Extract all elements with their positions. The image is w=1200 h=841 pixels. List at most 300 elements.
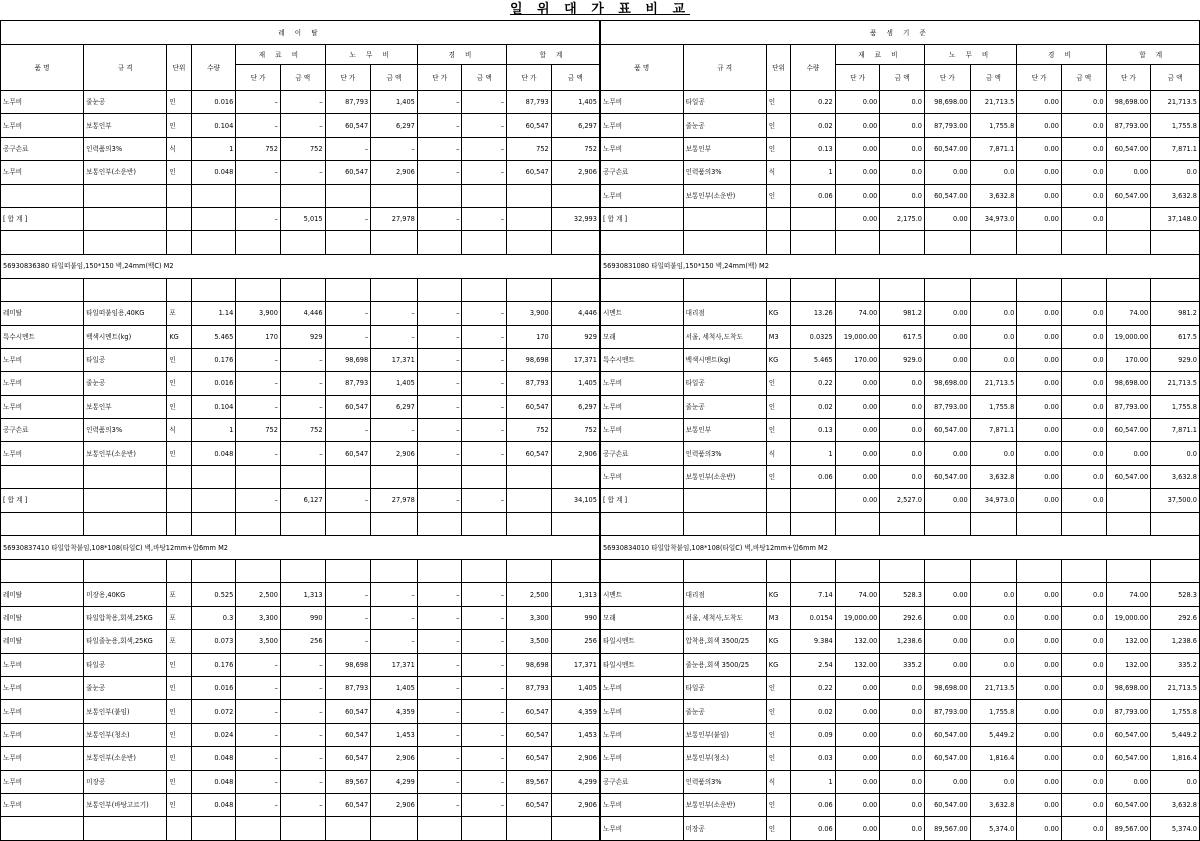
table-cell: 보통인부(청소) xyxy=(84,723,167,746)
table-cell: 0.00 xyxy=(1017,325,1062,348)
table-cell: 노무비 xyxy=(600,137,683,160)
table-cell: 0.0 xyxy=(880,442,925,465)
col-group-header: 합 계 xyxy=(1106,45,1199,65)
table-cell: 줄눈공 xyxy=(683,700,766,723)
table-cell: 0.048 xyxy=(191,793,236,816)
table-cell: 0.0 xyxy=(1061,184,1106,207)
table-cell: 줄눈공 xyxy=(84,372,167,395)
table-cell: 공구손료 xyxy=(600,161,683,184)
table-cell: 0.00 xyxy=(835,770,880,793)
table-cell: 0.3 xyxy=(191,606,236,629)
table-cell xyxy=(1017,512,1062,535)
table-cell: 인 xyxy=(766,817,790,840)
col-header-amount: 금 액 xyxy=(462,65,507,91)
table-cell: – xyxy=(462,114,507,137)
table-cell: 60,547.00 xyxy=(925,465,971,488)
table-cell: – xyxy=(417,606,462,629)
table-cell: 0.00 xyxy=(1017,606,1062,629)
table-cell: 1,405 xyxy=(551,372,600,395)
table-cell: 시멘트 xyxy=(600,302,683,325)
table-cell: 60,547 xyxy=(325,723,371,746)
table-cell: 0.0 xyxy=(880,184,925,207)
table-cell xyxy=(280,278,325,301)
table-cell xyxy=(191,560,236,583)
table-cell: – xyxy=(280,676,325,699)
table-cell: 2,527.0 xyxy=(880,489,925,512)
table-cell: 0.00 xyxy=(925,630,971,653)
table-cell: 60,547 xyxy=(325,395,371,418)
table-cell: 98,698.00 xyxy=(1106,91,1151,114)
table-cell xyxy=(1106,560,1151,583)
table-cell: 74.00 xyxy=(1106,583,1151,606)
table-cell: 3,300 xyxy=(236,606,281,629)
table-cell xyxy=(925,231,971,254)
table-cell xyxy=(1106,207,1151,230)
table-cell xyxy=(1017,278,1062,301)
table-cell: 752 xyxy=(507,419,552,442)
table-cell: – xyxy=(462,161,507,184)
table-cell: – xyxy=(417,583,462,606)
col-header-price: 단 가 xyxy=(925,65,971,91)
table-cell xyxy=(371,465,418,488)
table-cell xyxy=(84,207,167,230)
table-cell: 0.0 xyxy=(970,325,1017,348)
table-cell: 노무비 xyxy=(1,348,84,371)
table-cell: 노무비 xyxy=(600,395,683,418)
table-cell: – xyxy=(371,630,418,653)
table-cell xyxy=(791,489,836,512)
table-cell xyxy=(462,184,507,207)
table-cell: 17,371 xyxy=(551,653,600,676)
table-cell: 60,547.00 xyxy=(925,747,971,770)
table-cell: 2,906 xyxy=(551,793,600,816)
table-cell: 87,793.00 xyxy=(1106,395,1151,418)
table-cell: 5.465 xyxy=(791,348,836,371)
table-cell: 0.0 xyxy=(1061,372,1106,395)
table-cell: – xyxy=(417,630,462,653)
table-cell xyxy=(167,231,191,254)
table-cell xyxy=(507,560,552,583)
table-cell xyxy=(766,207,790,230)
table-cell: 노무비 xyxy=(600,723,683,746)
table-cell: 2,175.0 xyxy=(880,207,925,230)
table-cell: – xyxy=(462,770,507,793)
table-cell xyxy=(280,184,325,207)
table-cell: 식 xyxy=(167,419,191,442)
table-cell: – xyxy=(236,489,281,512)
table-cell xyxy=(970,231,1017,254)
table-cell: 1 xyxy=(791,161,836,184)
table-cell: 0.00 xyxy=(835,395,880,418)
table-cell: 0.016 xyxy=(191,676,236,699)
table-row xyxy=(1,747,1200,770)
table-row xyxy=(1,489,1200,512)
table-cell: 5,015 xyxy=(280,207,325,230)
table-cell xyxy=(191,817,236,840)
table-cell: – xyxy=(462,372,507,395)
table-cell: 0.048 xyxy=(191,747,236,770)
table-cell: 1,755.8 xyxy=(1151,700,1200,723)
table-cell: 노무비 xyxy=(1,372,84,395)
table-cell xyxy=(925,512,971,535)
table-cell: 4,299 xyxy=(371,770,418,793)
col-header-qty: 수량 xyxy=(791,45,836,91)
table-cell: 170 xyxy=(507,325,552,348)
table-cell: 타일공 xyxy=(84,348,167,371)
table-cell xyxy=(683,231,766,254)
table-cell xyxy=(371,231,418,254)
table-cell xyxy=(325,184,371,207)
table-cell: 1,313 xyxy=(551,583,600,606)
table-cell: 21,713.5 xyxy=(1151,676,1200,699)
table-cell: 27,978 xyxy=(371,207,418,230)
section-title-right: 품 셈 기 준 xyxy=(600,21,1200,45)
table-cell: 0.0 xyxy=(1061,630,1106,653)
table-cell: 노무비 xyxy=(600,465,683,488)
table-row xyxy=(1,91,1200,114)
table-cell: 0.02 xyxy=(791,700,836,723)
table-cell: – xyxy=(462,395,507,418)
table-cell xyxy=(925,560,971,583)
table-cell xyxy=(417,560,462,583)
table-cell: – xyxy=(417,700,462,723)
table-cell: – xyxy=(462,653,507,676)
table-row xyxy=(1,372,1200,395)
col-header-qty: 수량 xyxy=(191,45,236,91)
table-cell: KG xyxy=(766,583,790,606)
col-header-unit: 단위 xyxy=(766,45,790,91)
table-cell xyxy=(551,231,600,254)
table-cell xyxy=(766,231,790,254)
table-cell: 0.016 xyxy=(191,372,236,395)
table-cell: 98,698.00 xyxy=(1106,372,1151,395)
table-cell: 0.0 xyxy=(1061,442,1106,465)
table-cell xyxy=(766,278,790,301)
table-cell: 7,871.1 xyxy=(1151,137,1200,160)
table-cell: 98,698 xyxy=(325,348,371,371)
table-cell: 0.0 xyxy=(970,630,1017,653)
table-cell: – xyxy=(236,91,281,114)
table-cell: 0.00 xyxy=(925,583,971,606)
comparison-table xyxy=(0,20,1200,841)
table-cell: 5,374.0 xyxy=(970,817,1017,840)
table-cell: 17,371 xyxy=(371,348,418,371)
table-cell: 0.0 xyxy=(970,583,1017,606)
table-cell: – xyxy=(417,676,462,699)
table-cell: 타일시멘트 xyxy=(600,653,683,676)
table-cell: 752 xyxy=(280,137,325,160)
table-cell: 공구손료 xyxy=(600,442,683,465)
table-cell: 2,906 xyxy=(371,747,418,770)
table-cell: 0.0 xyxy=(1061,465,1106,488)
table-cell xyxy=(191,512,236,535)
table-cell xyxy=(880,231,925,254)
table-cell xyxy=(683,489,766,512)
table-cell xyxy=(84,278,167,301)
table-cell xyxy=(1106,278,1151,301)
table-cell xyxy=(462,465,507,488)
table-cell: 98,698.00 xyxy=(925,372,971,395)
table-cell xyxy=(1106,512,1151,535)
table-cell: 0.06 xyxy=(791,465,836,488)
table-cell: 포 xyxy=(167,606,191,629)
table-cell xyxy=(417,231,462,254)
table-cell: 4,359 xyxy=(551,700,600,723)
table-cell: – xyxy=(417,114,462,137)
table-cell: 0.0 xyxy=(880,817,925,840)
table-cell: 타일공 xyxy=(683,372,766,395)
table-cell: 0.0 xyxy=(880,723,925,746)
table-cell: 74.00 xyxy=(835,583,880,606)
table-cell: 0.00 xyxy=(1017,630,1062,653)
table-cell: 노무비 xyxy=(1,700,84,723)
table-cell xyxy=(371,184,418,207)
table-cell xyxy=(835,512,880,535)
table-cell xyxy=(551,512,600,535)
table-cell: 포 xyxy=(167,302,191,325)
table-cell: 포 xyxy=(167,630,191,653)
table-cell: – xyxy=(280,372,325,395)
table-cell xyxy=(84,231,167,254)
table-cell: 대리점 xyxy=(683,302,766,325)
table-cell xyxy=(791,231,836,254)
page-title: 일 위 대 가 표 비 교 xyxy=(509,2,691,17)
table-cell: 노무비 xyxy=(600,700,683,723)
table-cell: 98,698 xyxy=(507,653,552,676)
table-cell: KG xyxy=(766,653,790,676)
table-cell: 60,547 xyxy=(325,747,371,770)
col-group-header: 경 비 xyxy=(417,45,506,65)
table-cell: 0.0 xyxy=(1061,723,1106,746)
table-cell: – xyxy=(280,700,325,723)
table-cell: 9.384 xyxy=(791,630,836,653)
item-code: 56930837410 타일압착붙임,108*108(타일C) 벽,바탕12mm+압6mm M2 xyxy=(1,536,600,560)
table-cell xyxy=(417,184,462,207)
table-cell: 인 xyxy=(766,184,790,207)
table-cell: 170.00 xyxy=(1106,348,1151,371)
table-cell: 노무비 xyxy=(600,817,683,840)
table-cell: 0.00 xyxy=(835,723,880,746)
table-cell xyxy=(791,560,836,583)
table-cell: 식 xyxy=(766,770,790,793)
table-cell xyxy=(683,512,766,535)
table-cell: 보통인부(바탕고르기) xyxy=(84,793,167,816)
table-cell: 0.0 xyxy=(880,161,925,184)
table-row xyxy=(1,302,1200,325)
item-code-row xyxy=(1,536,1200,560)
table-cell xyxy=(507,231,552,254)
col-header-amount: 금 액 xyxy=(1061,65,1106,91)
table-cell: 87,793 xyxy=(325,372,371,395)
table-cell: 0.0 xyxy=(1151,442,1200,465)
table-cell: 60,547.00 xyxy=(925,184,971,207)
table-cell xyxy=(167,512,191,535)
table-cell: 17,371 xyxy=(551,348,600,371)
table-cell xyxy=(417,817,462,840)
table-cell xyxy=(766,512,790,535)
table-cell: 2,906 xyxy=(371,793,418,816)
col-header-name: 품 명 xyxy=(1,45,84,91)
table-cell: 1,755.8 xyxy=(970,395,1017,418)
table-cell: 타일압착용,회색,25KG xyxy=(84,606,167,629)
table-cell: 87,793.00 xyxy=(925,395,971,418)
table-cell xyxy=(84,817,167,840)
table-cell: 87,793 xyxy=(507,676,552,699)
table-cell xyxy=(1061,278,1106,301)
table-cell xyxy=(191,278,236,301)
table-cell: 인 xyxy=(766,137,790,160)
table-cell: 60,547 xyxy=(507,114,552,137)
table-cell xyxy=(1061,512,1106,535)
table-cell: – xyxy=(371,302,418,325)
table-cell: 0.0 xyxy=(1061,91,1106,114)
table-cell: 0.0 xyxy=(1061,747,1106,770)
header-row xyxy=(1,21,1200,45)
table-cell: 0.0 xyxy=(880,419,925,442)
table-cell: 0.0 xyxy=(970,161,1017,184)
table-cell xyxy=(880,512,925,535)
table-cell: 0.00 xyxy=(1017,793,1062,816)
table-cell xyxy=(191,207,236,230)
table-cell: 0.0 xyxy=(880,137,925,160)
table-row xyxy=(1,560,1200,583)
table-cell: 포 xyxy=(167,583,191,606)
table-cell: 인 xyxy=(766,747,790,770)
table-cell: 1,405 xyxy=(371,372,418,395)
table-cell: 노무비 xyxy=(1,395,84,418)
table-cell: 0.00 xyxy=(1017,348,1062,371)
table-cell: 0.048 xyxy=(191,161,236,184)
table-cell: 식 xyxy=(766,161,790,184)
table-cell: 보통인부 xyxy=(683,419,766,442)
table-cell: 0.00 xyxy=(925,653,971,676)
table-cell: 60,547.00 xyxy=(925,793,971,816)
table-cell: 1.14 xyxy=(191,302,236,325)
table-cell: 노무비 xyxy=(600,114,683,137)
table-cell: 인력품의3% xyxy=(84,419,167,442)
table-cell xyxy=(280,817,325,840)
table-row xyxy=(1,676,1200,699)
table-cell: 인력품의3% xyxy=(683,770,766,793)
table-cell: 0.176 xyxy=(191,348,236,371)
table-cell: 27,978 xyxy=(371,489,418,512)
table-cell: 보통인부(소운반) xyxy=(683,793,766,816)
table-cell: 0.13 xyxy=(791,137,836,160)
table-cell: 132.00 xyxy=(835,630,880,653)
table-cell: 0.00 xyxy=(835,372,880,395)
table-cell: 617.5 xyxy=(880,325,925,348)
table-cell: 인 xyxy=(167,91,191,114)
table-cell: 0.0 xyxy=(1061,817,1106,840)
table-cell: 0.13 xyxy=(791,419,836,442)
table-cell: 0.00 xyxy=(1017,372,1062,395)
table-cell xyxy=(1151,560,1200,583)
table-cell xyxy=(191,231,236,254)
table-cell xyxy=(1,512,84,535)
table-cell xyxy=(84,184,167,207)
table-cell: 1,755.8 xyxy=(1151,395,1200,418)
table-cell: – xyxy=(236,770,281,793)
table-cell: 19,000.00 xyxy=(835,325,880,348)
table-cell: 0.00 xyxy=(835,207,880,230)
table-cell: 공구손료 xyxy=(1,137,84,160)
table-cell: – xyxy=(462,91,507,114)
table-row xyxy=(1,231,1200,254)
table-cell: 0.00 xyxy=(1017,465,1062,488)
table-cell xyxy=(371,560,418,583)
table-cell: 인 xyxy=(167,161,191,184)
table-cell: – xyxy=(280,114,325,137)
table-cell: – xyxy=(236,372,281,395)
table-cell: – xyxy=(236,395,281,418)
table-cell: 인 xyxy=(167,700,191,723)
table-cell: 0.00 xyxy=(925,207,971,230)
table-cell: 170.00 xyxy=(835,348,880,371)
table-cell: – xyxy=(236,114,281,137)
table-cell: 0.00 xyxy=(1017,161,1062,184)
table-cell: 0.00 xyxy=(1017,700,1062,723)
table-cell: 0.00 xyxy=(835,161,880,184)
table-row xyxy=(1,630,1200,653)
table-cell: 0.0 xyxy=(880,465,925,488)
table-row xyxy=(1,325,1200,348)
table-cell: 6,297 xyxy=(551,395,600,418)
table-cell: 레미탈 xyxy=(1,630,84,653)
table-cell: 89,567.00 xyxy=(925,817,971,840)
table-cell: 0.0325 xyxy=(791,325,836,348)
table-cell: 0.00 xyxy=(1017,817,1062,840)
table-cell: 0.00 xyxy=(835,489,880,512)
table-cell: 1,405 xyxy=(551,676,600,699)
table-cell: 0.22 xyxy=(791,91,836,114)
table-cell: 인력품의3% xyxy=(683,442,766,465)
table-cell: – xyxy=(462,723,507,746)
col-header-price: 단 가 xyxy=(1106,65,1151,91)
table-cell: 0.06 xyxy=(791,184,836,207)
table-cell xyxy=(1061,560,1106,583)
table-cell xyxy=(835,231,880,254)
table-cell: 0.0 xyxy=(1061,793,1106,816)
table-cell: 0.00 xyxy=(1017,137,1062,160)
table-cell: 752 xyxy=(280,419,325,442)
table-cell: 보통인부(붙임) xyxy=(683,723,766,746)
table-cell: 74.00 xyxy=(835,302,880,325)
table-cell: – xyxy=(462,325,507,348)
table-cell: – xyxy=(371,137,418,160)
table-cell: 5.465 xyxy=(191,325,236,348)
table-cell: – xyxy=(280,395,325,418)
table-cell: 0.0 xyxy=(880,114,925,137)
table-cell: 인 xyxy=(766,793,790,816)
table-cell: 1 xyxy=(191,137,236,160)
table-cell: 0.00 xyxy=(835,747,880,770)
table-cell: 1 xyxy=(791,442,836,465)
table-cell: 노무비 xyxy=(600,793,683,816)
table-cell: – xyxy=(371,606,418,629)
table-cell xyxy=(600,560,683,583)
table-cell: 1,313 xyxy=(280,583,325,606)
table-cell: 752 xyxy=(236,137,281,160)
table-cell: 1,816.4 xyxy=(1151,747,1200,770)
table-cell: 929 xyxy=(280,325,325,348)
table-cell: 990 xyxy=(280,606,325,629)
table-cell: 0.00 xyxy=(1017,114,1062,137)
table-cell: 0.00 xyxy=(925,489,971,512)
table-cell: 노무비 xyxy=(600,419,683,442)
table-cell: 인 xyxy=(167,395,191,418)
table-cell: 2,906 xyxy=(551,161,600,184)
table-cell: 노무비 xyxy=(600,91,683,114)
